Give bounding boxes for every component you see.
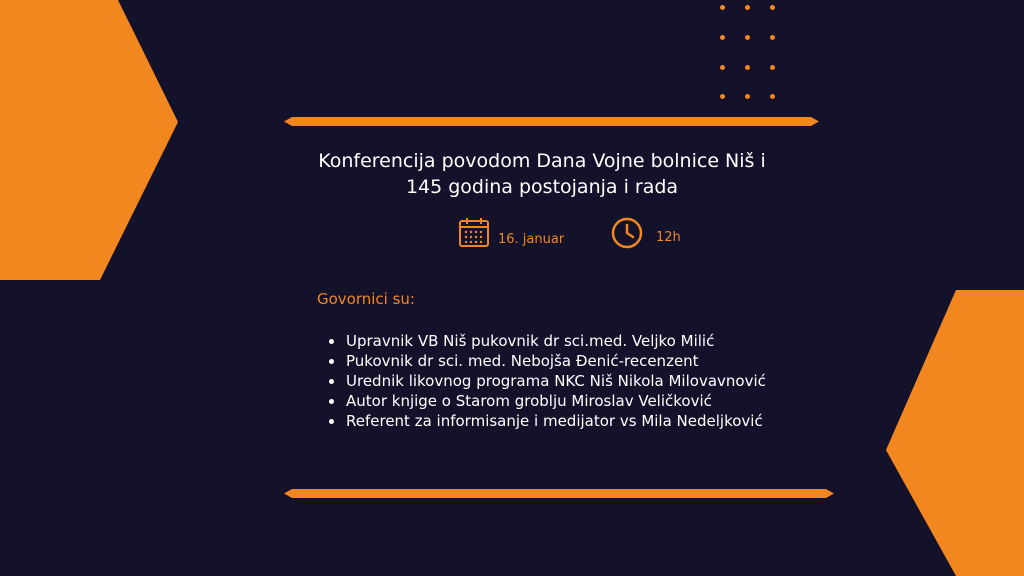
decorative-dot [720, 35, 725, 40]
decorative-dot [720, 94, 725, 99]
divider-bar-bottom [284, 489, 834, 498]
decorative-dot [745, 5, 750, 10]
speaker-item: Urednik likovnog programa NKC Niš Nikola Milovavnović [329, 371, 766, 391]
decorative-dot [745, 35, 750, 40]
event-title [262, 148, 822, 200]
speaker-item: Upravnik VB Niš pukovnik dr sci.med. Veljko Milić [329, 331, 766, 351]
decorative-dot [745, 65, 750, 70]
clock-icon [610, 216, 644, 250]
event-title-line2: 145 godina postojanja i rada [405, 176, 679, 198]
speaker-item: Autor knjige o Starom groblju Miroslav Veličković [329, 391, 766, 411]
speakers-heading: Govornici su: [317, 290, 415, 308]
calendar-icon [458, 216, 490, 248]
event-info-row [0, 216, 1024, 256]
decorative-hexagon-right [886, 290, 1024, 576]
event-date: 16. januar [498, 232, 565, 247]
decorative-dot [720, 65, 725, 70]
decorative-dot [770, 5, 775, 10]
divider-bar-top [284, 117, 819, 126]
decorative-dot [720, 5, 725, 10]
decorative-dot-grid [718, 4, 784, 104]
decorative-dot [745, 94, 750, 99]
event-time: 12h [656, 230, 681, 245]
decorative-dot [770, 65, 775, 70]
decorative-dot [770, 94, 775, 99]
decorative-dot [770, 35, 775, 40]
speaker-item: Pukovnik dr sci. med. Nebojša Đenić-recenzent [329, 351, 766, 371]
speakers-list [329, 331, 766, 431]
speaker-item: Referent za informisanje i medijator vs Mila Nedeljković [329, 411, 766, 431]
event-title-line1: Konferencija povodom Dana Vojne bolnice Niš i [318, 150, 766, 172]
